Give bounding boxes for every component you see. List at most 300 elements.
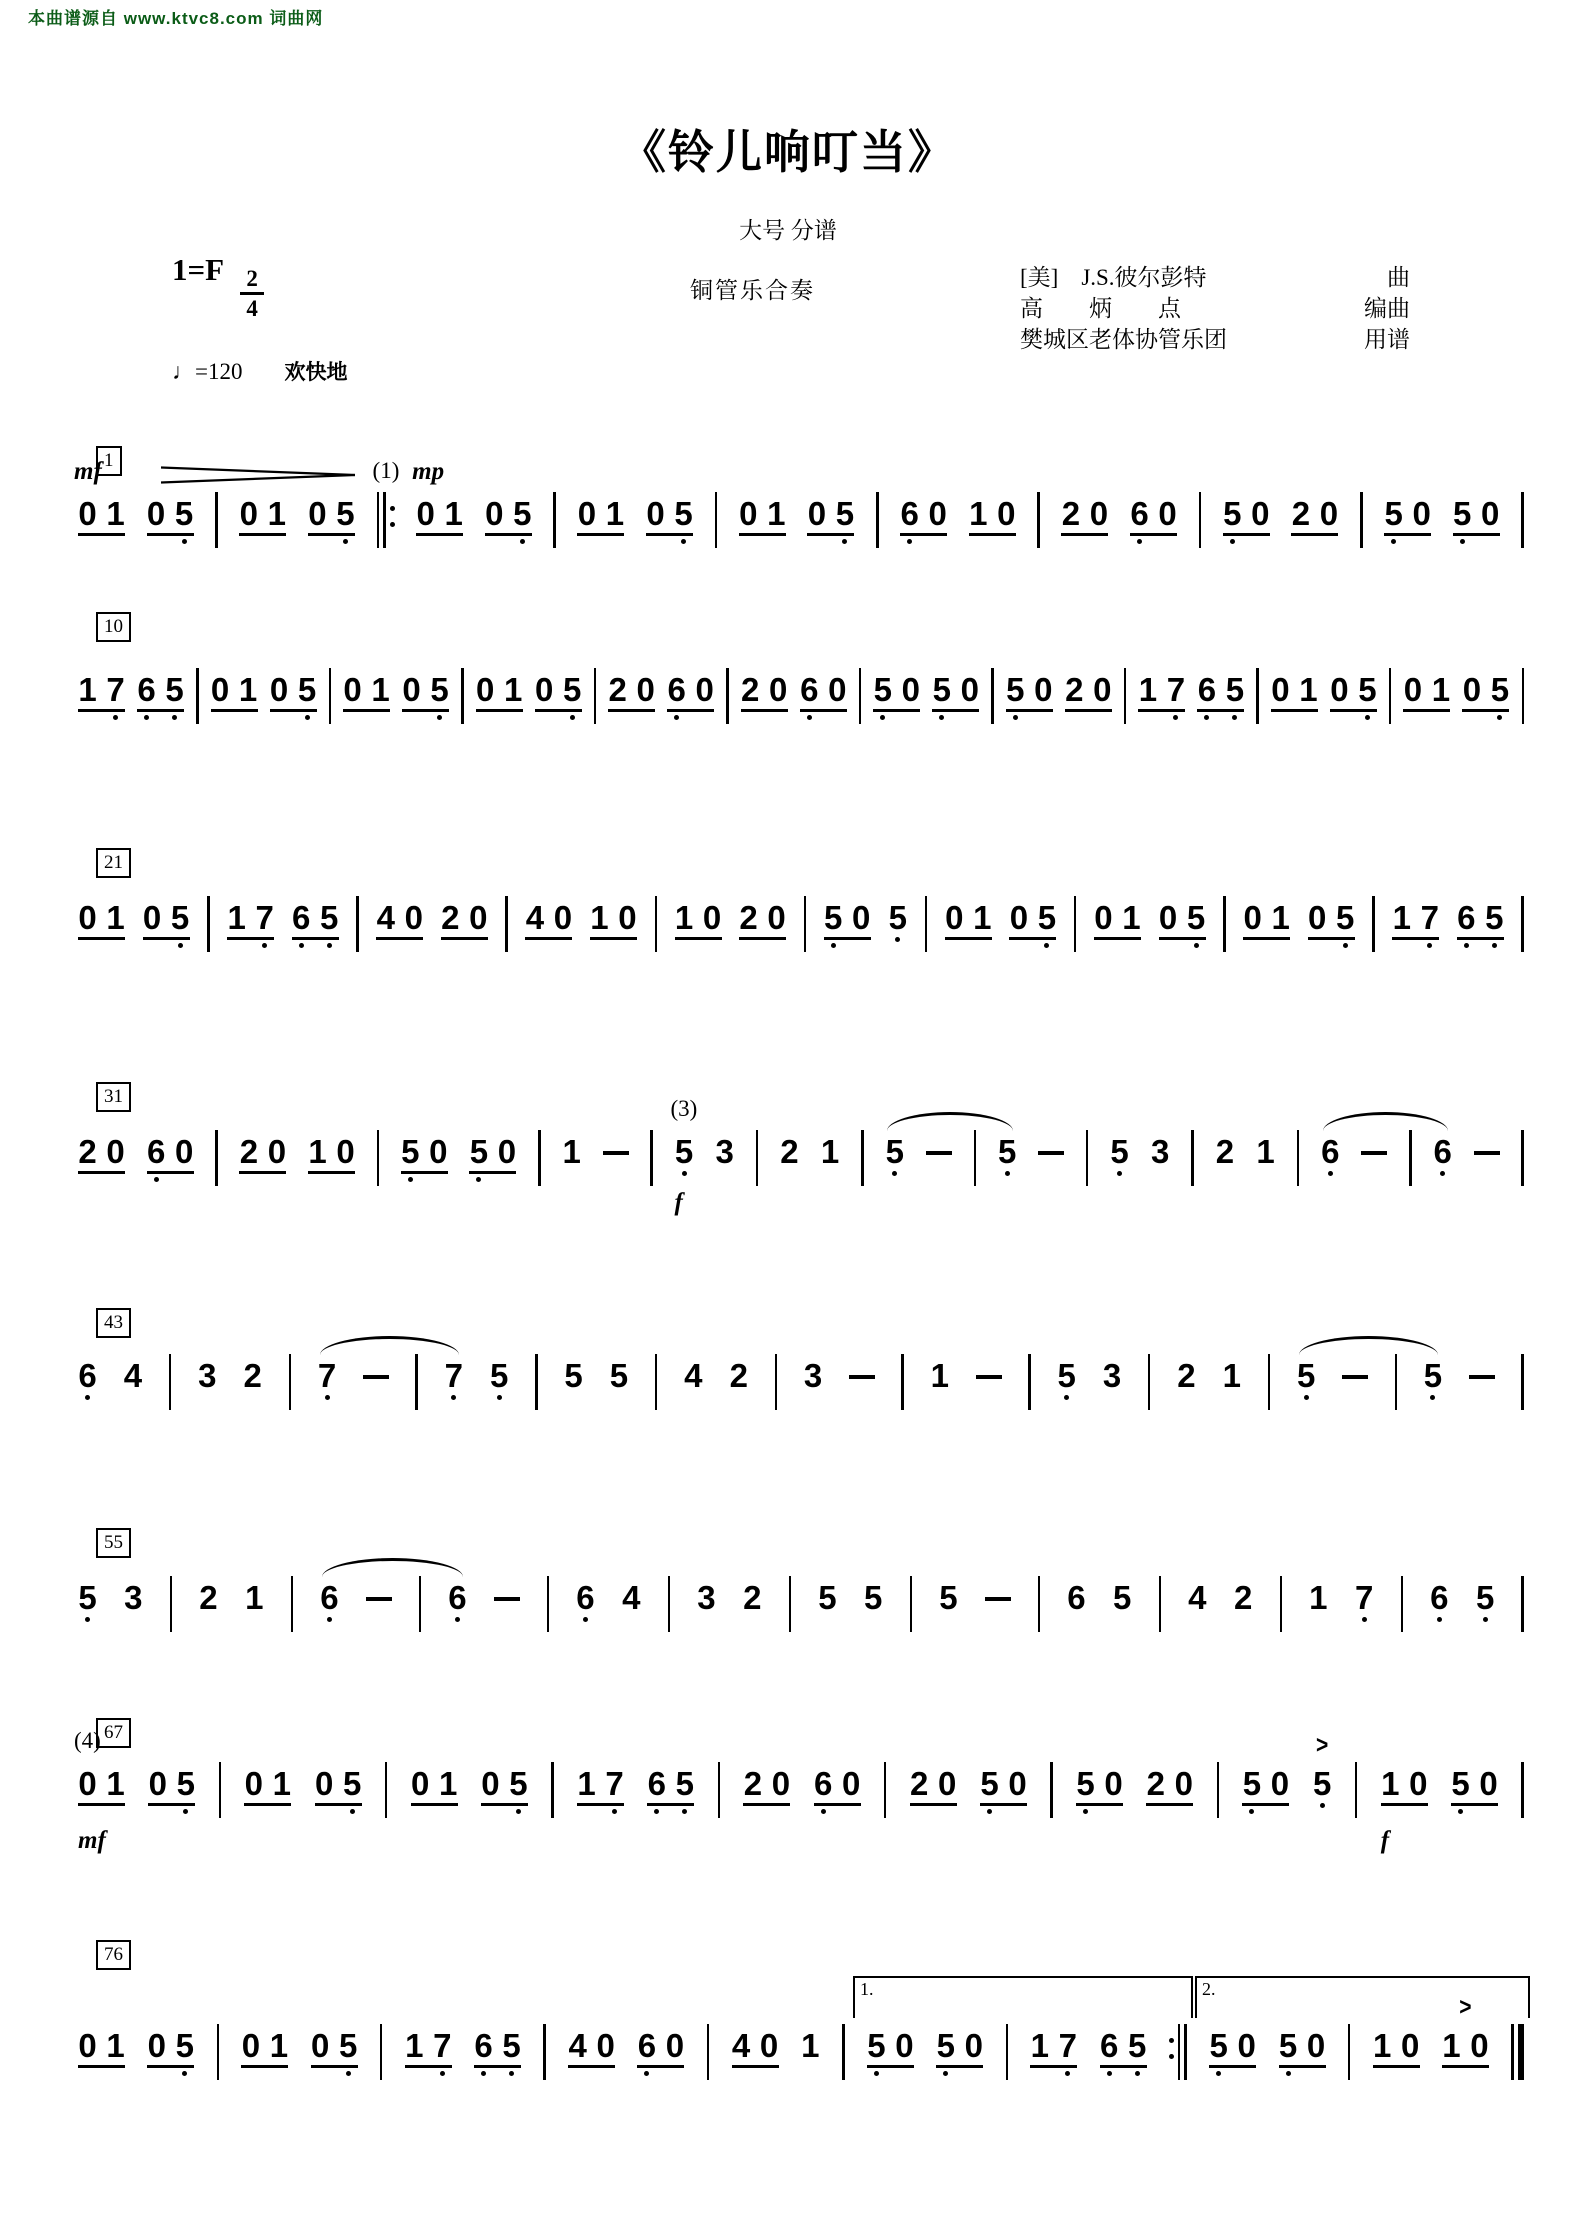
barline-stroke xyxy=(1521,896,1524,952)
octave-dot-row xyxy=(311,2068,358,2077)
low-octave-dot xyxy=(346,2071,351,2076)
octave-dot-row xyxy=(1291,536,1338,545)
note-digit: 0 xyxy=(1319,495,1339,532)
beamed-note-group xyxy=(405,2027,452,2077)
low-octave-dot xyxy=(437,715,442,720)
duration-dash-bar xyxy=(1474,1151,1500,1155)
octave-dot-slot xyxy=(78,1174,97,1183)
note-digit: 6 xyxy=(146,1133,166,1170)
octave-dot-row xyxy=(1146,1806,1193,1815)
note-digit: 5 xyxy=(873,671,892,708)
octave-dot-row xyxy=(243,1392,262,1401)
octave-dot-slot xyxy=(767,536,786,545)
octave-dot-slot xyxy=(800,712,819,721)
octave-dot-row xyxy=(1223,536,1270,545)
octave-dot-slot xyxy=(165,712,184,721)
barline xyxy=(215,498,218,548)
octave-dot-row xyxy=(1067,1614,1086,1623)
note-digits xyxy=(637,2027,685,2068)
octave-dot-row xyxy=(562,1168,581,1177)
octave-dot-slot xyxy=(336,536,355,545)
octave-dot-slot xyxy=(1485,940,1504,949)
note-digits xyxy=(1330,671,1377,712)
octave-dot-slot xyxy=(703,940,722,949)
octave-dot-row xyxy=(930,1392,949,1401)
barline-stroke xyxy=(1348,2024,1351,2080)
octave-dot-slot xyxy=(760,2068,779,2077)
barline-stroke xyxy=(543,2024,546,2080)
octave-dot-slot xyxy=(404,940,423,949)
note-digit: 1 xyxy=(308,1133,327,1170)
note-digits xyxy=(945,899,992,940)
barline-stroke xyxy=(1521,1762,1524,1818)
octave-dot-row xyxy=(1451,1806,1498,1815)
note-digit: 1 xyxy=(227,899,246,936)
low-octave-dot xyxy=(182,539,187,544)
octave-dot-slot xyxy=(245,1614,264,1623)
barline xyxy=(1028,1360,1031,1410)
beamed-note-group xyxy=(1099,2027,1147,2077)
credit-role: 编曲 xyxy=(1364,296,1410,321)
note-digit: 0 xyxy=(106,1133,125,1170)
octave-dot-row xyxy=(729,1392,748,1401)
octave-dot-slot xyxy=(469,940,488,949)
octave-dot-slot xyxy=(199,1614,218,1623)
barline xyxy=(170,1582,173,1632)
note-digit: 0 xyxy=(244,1765,264,1802)
barline xyxy=(219,1768,222,1818)
octave-dot-slot xyxy=(1490,712,1509,721)
octave-dot-row xyxy=(320,1614,339,1623)
note-digit: 0 xyxy=(1104,1765,1123,1802)
octave-dot-slot xyxy=(930,1392,949,1401)
note xyxy=(1430,1579,1449,1623)
note-digits xyxy=(78,495,125,536)
tempo-value: =120 xyxy=(195,359,243,384)
barline-stroke xyxy=(655,1354,658,1410)
tie-arc xyxy=(1323,1112,1448,1131)
beamed-note-group xyxy=(1209,2027,1256,2077)
beamed-note-group xyxy=(1453,495,1500,545)
note-digit: 0 xyxy=(146,495,166,532)
beamed-note-group xyxy=(343,671,390,721)
barline-stroke xyxy=(884,1762,887,1818)
octave-dot-row xyxy=(318,1392,337,1401)
barline-stroke xyxy=(215,492,218,548)
note-digits xyxy=(146,1133,194,1174)
credit-name: 高 炳 点 xyxy=(1020,296,1181,321)
barline xyxy=(1297,1136,1300,1186)
low-octave-dot xyxy=(583,1617,588,1622)
note-digit: 0 xyxy=(807,495,827,532)
barline xyxy=(650,1136,653,1186)
note-digit: 0 xyxy=(241,2027,261,2064)
note-digit: 4 xyxy=(376,899,395,936)
note-digit: 5 xyxy=(509,1765,528,1802)
note-digits xyxy=(930,1357,950,1394)
beamed-note-group xyxy=(314,1765,362,1815)
tie-arc xyxy=(320,1336,459,1355)
octave-dot-slot xyxy=(1223,536,1242,545)
barline xyxy=(196,674,199,724)
measure-number-box: 43 xyxy=(96,1308,131,1338)
octave-dot-slot xyxy=(900,536,919,545)
note-digits xyxy=(411,1765,458,1806)
octave-dot-slot xyxy=(969,536,988,545)
note-digit: 5 xyxy=(1223,495,1242,532)
beamed-note-group xyxy=(1457,899,1504,949)
note-digits xyxy=(1475,1579,1495,1616)
note xyxy=(930,1357,950,1401)
octave-dot-slot xyxy=(1187,940,1206,949)
octave-dot-row xyxy=(1151,1168,1170,1177)
note-digit: 1 xyxy=(1222,1357,1241,1394)
barline xyxy=(329,674,332,724)
note-digits xyxy=(78,671,125,712)
barline-stroke xyxy=(668,1576,671,1632)
beamed-note-group xyxy=(1243,899,1290,949)
octave-dot-row xyxy=(1222,1392,1241,1401)
octave-dot-row xyxy=(481,1806,528,1815)
note-digit: 0 xyxy=(416,495,435,532)
note-digits xyxy=(1291,495,1339,536)
octave-dot-row xyxy=(1009,940,1056,949)
note-digit: 5 xyxy=(864,1579,883,1616)
note-digits xyxy=(1234,1579,1253,1616)
octave-dot-slot xyxy=(1008,1806,1027,1815)
octave-dot-row xyxy=(1423,1392,1442,1401)
octave-dot-slot xyxy=(1100,2068,1119,2077)
octave-dot-slot xyxy=(308,536,327,545)
octave-dot-slot xyxy=(123,1392,142,1401)
barline xyxy=(1521,498,1524,548)
note xyxy=(78,1357,97,1401)
beamed-note-group xyxy=(1009,899,1057,949)
beamed-note-group xyxy=(1130,495,1177,545)
note-digit: 5 xyxy=(675,1765,694,1802)
note-digit: 5 xyxy=(336,495,355,532)
note xyxy=(1423,1357,1443,1401)
credit-role: 曲 xyxy=(1387,265,1410,290)
note-digits xyxy=(444,1357,463,1394)
octave-dot-slot xyxy=(269,2068,288,2077)
beamed-note-group xyxy=(148,1765,195,1815)
octave-dot-row xyxy=(1355,1614,1374,1623)
octave-dot-slot xyxy=(801,2062,820,2071)
octave-dot-row xyxy=(1030,2068,1077,2077)
note-digit: 2 xyxy=(780,1133,799,1170)
note-digit: 1 xyxy=(267,495,286,532)
octave-dot-row xyxy=(873,712,920,721)
beamed-note-group xyxy=(1158,899,1206,949)
note-digit: 5 xyxy=(175,2027,194,2064)
note xyxy=(245,1579,264,1623)
beamed-note-group xyxy=(647,1765,694,1815)
note-digit: 1 xyxy=(1309,1579,1328,1616)
octave-dot-slot xyxy=(227,940,246,949)
annotation-above: mf xyxy=(74,458,102,485)
octave-dot-row xyxy=(241,2068,288,2077)
octave-dot-slot xyxy=(1034,712,1053,721)
octave-dot-row xyxy=(821,1168,840,1177)
note-digit: 5 xyxy=(1451,1765,1470,1802)
barline xyxy=(715,498,718,548)
octave-dot-slot xyxy=(416,536,435,545)
octave-dot-slot xyxy=(1307,2068,1326,2077)
barline-stroke xyxy=(1409,1130,1412,1186)
note-digits xyxy=(1076,1765,1123,1806)
octave-dot-slot xyxy=(106,1174,125,1183)
low-octave-dot xyxy=(1430,1395,1435,1400)
note-digit: 7 xyxy=(1166,671,1186,708)
octave-dot-slot xyxy=(980,1806,999,1815)
note-digit: 0 xyxy=(1412,495,1431,532)
note-digits xyxy=(1296,1357,1316,1394)
octave-dot-slot xyxy=(998,1168,1017,1177)
low-octave-dot xyxy=(1437,1617,1442,1622)
octave-dot-slot xyxy=(1451,1806,1470,1815)
octave-dot-row xyxy=(198,1392,217,1401)
note-digit: 0 xyxy=(497,1133,517,1170)
credits-block xyxy=(1020,262,1410,355)
barline xyxy=(1038,1582,1041,1632)
note xyxy=(1057,1357,1076,1401)
octave-dot-row xyxy=(402,712,449,721)
note-digit: 4 xyxy=(731,2027,751,2064)
octave-dot-slot xyxy=(936,2068,955,2077)
octave-dot-slot xyxy=(1113,1614,1132,1623)
octave-dot-slot xyxy=(997,536,1016,545)
octave-dot-row xyxy=(78,1174,125,1183)
octave-dot-slot xyxy=(320,940,339,949)
octave-dot-slot xyxy=(78,2068,97,2077)
octave-dot-slot xyxy=(618,940,637,949)
beamed-note-group xyxy=(147,2027,194,2077)
beamed-note-group xyxy=(646,495,693,545)
octave-dot-slot xyxy=(78,940,97,949)
low-octave-dot xyxy=(408,1177,413,1182)
low-octave-dot xyxy=(262,943,267,948)
measure-number-box: 31 xyxy=(96,1082,131,1112)
barline-stroke xyxy=(377,492,380,548)
low-octave-dot xyxy=(987,1809,992,1814)
note-digits xyxy=(1243,899,1290,940)
octave-dot-slot xyxy=(665,2068,684,2077)
watermark-text: 本曲谱源自 www.ktvc8.com 词曲网 xyxy=(28,9,324,28)
note-digit: 6 xyxy=(78,1357,97,1394)
octave-dot-slot xyxy=(743,1806,762,1815)
barline-stroke xyxy=(715,492,718,548)
barline xyxy=(1360,498,1363,548)
note-digit: 5 xyxy=(342,1765,362,1802)
octave-dot-row xyxy=(1384,536,1431,545)
note-digits xyxy=(743,1765,791,1806)
note-digit: 0 xyxy=(1307,899,1327,936)
barline xyxy=(991,674,994,724)
octave-dot-row xyxy=(1433,1168,1452,1177)
octave-dot-slot xyxy=(576,1614,595,1623)
credit-role: 用谱 xyxy=(1364,327,1410,352)
octave-dot-slot xyxy=(1130,536,1149,545)
note-digit: 4 xyxy=(123,1357,143,1394)
note-digit: 0 xyxy=(769,671,788,708)
octave-dot-slot xyxy=(1151,1168,1170,1177)
beamed-note-group xyxy=(411,1765,458,1815)
note-digit: 0 xyxy=(852,899,871,936)
octave-dot-slot xyxy=(1297,1392,1316,1401)
barline xyxy=(1521,1136,1524,1186)
music-line xyxy=(78,1528,1524,1632)
note xyxy=(444,1357,463,1401)
octave-dot-row xyxy=(1130,536,1177,545)
barline-stroke xyxy=(594,668,597,724)
duration-dash xyxy=(1342,1360,1368,1379)
note-digit: 0 xyxy=(964,2027,983,2064)
note xyxy=(1215,1133,1235,1177)
ensemble-label: 铜管乐合奏 xyxy=(690,278,815,303)
note-digit: 2 xyxy=(910,1765,929,1802)
accent-mark: > xyxy=(1316,1731,1329,1760)
barline-stroke xyxy=(804,896,807,952)
barline-stroke xyxy=(291,1576,294,1632)
beamed-note-group xyxy=(637,2027,685,2077)
octave-dot-slot xyxy=(885,1168,904,1177)
octave-dot-row xyxy=(1442,2068,1489,2077)
octave-dot-slot xyxy=(1128,2068,1147,2077)
beamed-note-group xyxy=(308,495,355,545)
octave-dot-slot xyxy=(1319,536,1338,545)
note xyxy=(939,1579,958,1623)
note-digit: 1 xyxy=(801,2027,820,2064)
note-digit: 5 xyxy=(502,2027,521,2064)
low-octave-dot xyxy=(85,1617,90,1622)
tempo-marking xyxy=(172,356,347,386)
octave-dot-row xyxy=(444,1392,463,1401)
beamed-note-group xyxy=(78,2027,125,2077)
note-digit: 1 xyxy=(969,495,988,532)
note-digit: 7 xyxy=(444,1357,463,1394)
octave-dot-slot xyxy=(807,536,826,545)
octave-dot-slot xyxy=(272,1806,291,1815)
beamed-note-group xyxy=(867,2027,914,2077)
note-digit: 5 xyxy=(1057,1357,1076,1394)
notes-row xyxy=(78,1357,1524,1410)
octave-dot-slot xyxy=(824,940,843,949)
note-digit: 2 xyxy=(243,1357,262,1394)
octave-dot-slot xyxy=(1403,712,1422,721)
barline-stroke xyxy=(1297,1130,1300,1186)
barline-stroke xyxy=(650,1130,653,1186)
credit-name: 樊城区老体协管乐团 xyxy=(1020,327,1227,352)
barline-stroke xyxy=(718,1762,721,1818)
octave-dot-row xyxy=(1209,2068,1256,2077)
octave-dot-slot xyxy=(308,1174,327,1183)
note-digit: 5 xyxy=(818,1579,837,1616)
octave-dot-row xyxy=(270,712,317,721)
note-digits xyxy=(577,495,625,536)
beamed-note-group xyxy=(741,671,788,721)
note-digits xyxy=(1442,2027,1489,2068)
note-digit: 0 xyxy=(828,671,847,708)
octave-dot-row xyxy=(1330,712,1377,721)
note-digit: 0 xyxy=(1009,899,1029,936)
barline-stroke xyxy=(329,668,332,724)
octave-dot-slot xyxy=(513,536,532,545)
barline xyxy=(1395,1360,1398,1410)
octave-dot-row xyxy=(1094,940,1141,949)
note-digit: 5 xyxy=(932,671,951,708)
note-digit: 0 xyxy=(1034,671,1053,708)
octave-dot-row xyxy=(474,2068,521,2077)
octave-dot-slot xyxy=(605,1806,624,1815)
low-octave-dot xyxy=(325,1395,330,1400)
note-digit: 1 xyxy=(577,1765,596,1802)
octave-dot-slot xyxy=(78,712,97,721)
low-octave-dot xyxy=(1343,943,1348,948)
note xyxy=(1354,1579,1374,1623)
note-digits xyxy=(402,671,449,712)
note-digit: 1 xyxy=(767,495,786,532)
octave-dot-slot xyxy=(148,1806,167,1815)
octave-dot-slot xyxy=(888,934,907,943)
barline-stroke xyxy=(1037,492,1040,548)
note-digit: 6 xyxy=(320,1579,339,1616)
note-digit: 2 xyxy=(1215,1133,1235,1170)
octave-dot-slot xyxy=(78,536,97,545)
measure-number-box: 1 xyxy=(96,446,122,476)
octave-dot-row xyxy=(1100,2068,1147,2077)
note xyxy=(1234,1579,1253,1623)
octave-dot-slot xyxy=(343,712,362,721)
low-octave-dot xyxy=(892,1171,897,1176)
octave-dot-row xyxy=(1138,712,1185,721)
octave-dot-slot xyxy=(769,712,788,721)
note-digit: 6 xyxy=(448,1579,467,1616)
note-digits xyxy=(1307,899,1355,940)
note xyxy=(997,1133,1017,1177)
note-digit: 5 xyxy=(174,495,194,532)
note xyxy=(199,1579,218,1623)
barline-stroke xyxy=(1256,668,1259,724)
octave-dot-slot xyxy=(143,940,162,949)
octave-dot-slot xyxy=(675,1806,694,1815)
note-digits xyxy=(801,2027,820,2064)
beamed-note-group xyxy=(1307,899,1355,949)
low-octave-dot xyxy=(299,943,304,948)
note-digit: 0 xyxy=(636,671,655,708)
barline xyxy=(356,902,359,952)
barline xyxy=(461,674,464,724)
low-octave-dot xyxy=(1173,715,1178,720)
octave-dot-slot xyxy=(469,1174,488,1183)
octave-dot-slot xyxy=(485,536,504,545)
barline xyxy=(1268,1360,1271,1410)
octave-dot-slot xyxy=(78,1392,97,1401)
note-digit: 0 xyxy=(1481,495,1500,532)
note-digits xyxy=(590,899,637,940)
note-digits xyxy=(741,671,788,712)
note-digits xyxy=(1177,1357,1196,1394)
note-digit: 0 xyxy=(1093,671,1112,708)
barline-stroke xyxy=(1280,1576,1283,1632)
octave-dot-slot xyxy=(1309,1614,1328,1623)
barline xyxy=(668,1582,671,1632)
octave-dot-row xyxy=(646,536,693,545)
credit-row xyxy=(1020,293,1410,324)
measure-number-box: 21 xyxy=(96,848,131,878)
note-digits xyxy=(1381,1765,1428,1806)
note-digit: 0 xyxy=(78,899,97,936)
